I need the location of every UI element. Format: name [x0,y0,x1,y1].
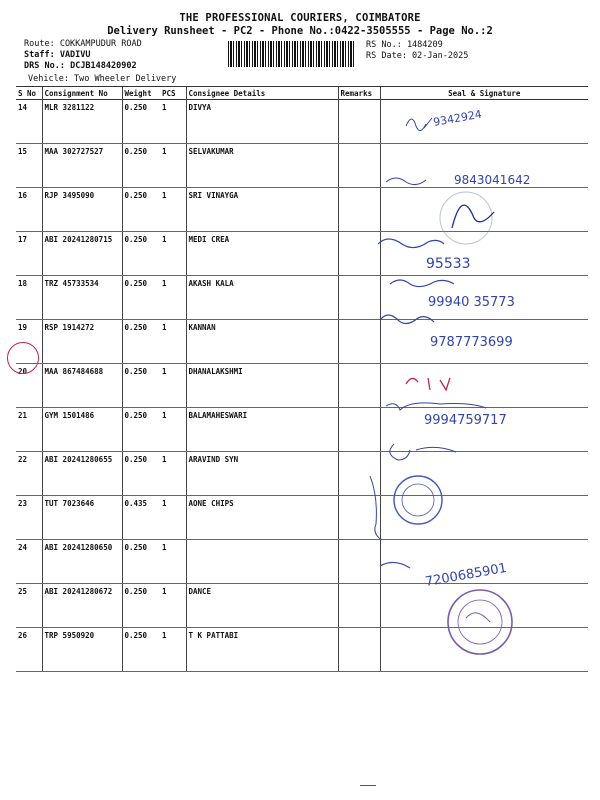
row-weight: 0.250 [122,408,160,452]
row-consignment: TRP 5950920 [42,628,122,672]
circle-mark [7,342,39,374]
route-text: Route: COKKAMPUDUR ROAD [24,39,142,49]
drs-line [24,61,142,72]
row-pcs: 1 [160,232,186,276]
row-sno: 22 [16,452,42,496]
row-consignment: RJP 3495090 [42,188,122,232]
handwritten-phone-15: 9843041642 [454,173,531,187]
row-consignee: AONE CHIPS [186,496,338,540]
header-left [24,39,142,72]
row-sno: 20 [16,364,42,408]
bottom-mark [360,785,376,786]
handwritten-phone-14: 9342924 [432,107,483,129]
row-weight: 0.250 [122,628,160,672]
signatures-overlay [366,98,598,658]
row-weight: 0.250 [122,100,160,144]
col-pcs: PCS [160,87,186,100]
barcode [228,41,354,67]
rs-date: RS Date: 02-Jan-2025 [366,51,469,61]
row-pcs: 1 [160,144,186,188]
row-consignee: BALAMAHESWARI [186,408,338,452]
row-weight: 0.250 [122,584,160,628]
row-sno: 26 [16,628,42,672]
handwritten-phone-25: 7200685901 [424,560,509,590]
row-consignment: MAA 302727527 [42,144,122,188]
runsheet-subtitle: Delivery Runsheet - PC2 - Phone No.:0422-3505555 - Page No.:2 [107,25,493,37]
row-pcs: 1 [160,452,186,496]
row-pcs: 1 [160,408,186,452]
row-sno: 19 [16,320,42,364]
row-consignment: TUT 7023646 [42,496,122,540]
row-consignment: ABI 20241280650 [42,540,122,584]
row-pcs: 1 [160,188,186,232]
row-sno: 21 [16,408,42,452]
row-consignee: MEDI CREA [186,232,338,276]
row-sno: 17 [16,232,42,276]
row-consignee: DANCE [186,584,338,628]
row-consignee: SELVAKUMAR [186,144,338,188]
col-sno: S No [16,87,42,100]
row-pcs: 1 [160,628,186,672]
row-consignment: ABI 20241280672 [42,584,122,628]
handwritten-phone-19: 9787773699 [430,335,513,350]
row-pcs: 1 [160,584,186,628]
row-sno: 16 [16,188,42,232]
row-consignee: SRI VINAYGA [186,188,338,232]
handwritten-phone-17: 95533 [426,256,471,272]
row-pcs: 1 [160,540,186,584]
col-signature: Seal & Signature [380,87,588,100]
row-weight: 0.250 [122,144,160,188]
row-pcs: 1 [160,496,186,540]
row-sno: 25 [16,584,42,628]
col-weight: Weight [122,87,160,100]
row-sno: 15 [16,144,42,188]
drs-label: DRS No.: [24,61,65,71]
row-consignee: DIVYA [186,100,338,144]
row-weight: 0.250 [122,452,160,496]
row-consignment: RSP 1914272 [42,320,122,364]
row-weight: 0.435 [122,496,160,540]
row-consignment: MAA 867484688 [42,364,122,408]
row-consignment: ABI 20241280655 [42,452,122,496]
col-consignment: Consignment No [42,87,122,100]
handwritten-phone-21: 9994759717 [424,413,507,428]
row-weight: 0.250 [122,320,160,364]
col-remarks: Remarks [338,87,380,100]
staff-text: Staff: VADIVU [24,50,91,60]
row-sno: 18 [16,276,42,320]
row-consignment: GYM 1501486 [42,408,122,452]
row-consignee: KANNAN [186,320,338,364]
company-title: THE PROFESSIONAL COURIERS, COIMBATORE [179,12,421,24]
row-consignee: ARAVIND SYN [186,452,338,496]
row-pcs: 1 [160,100,186,144]
row-consignee: AKASH KALA [186,276,338,320]
row-weight: 0.250 [122,364,160,408]
row-weight: 0.250 [122,276,160,320]
row-sno: 14 [16,100,42,144]
row-consignment: ABI 20241280715 [42,232,122,276]
row-consignee [186,540,338,584]
row-weight: 0.250 [122,540,160,584]
handwritten-phone-18: 99940 35773 [428,295,515,310]
vehicle-text: Vehicle: Two Wheeler Delivery [28,74,177,84]
rs-number: RS No.: 1484209 [366,40,443,50]
row-sno: 24 [16,540,42,584]
row-pcs: 1 [160,320,186,364]
row-consignee: T K PATTABI [186,628,338,672]
row-weight: 0.250 [122,232,160,276]
header-right [366,40,468,62]
row-pcs: 1 [160,364,186,408]
row-weight: 0.250 [122,188,160,232]
row-sno: 23 [16,496,42,540]
row-consignment: MLR 3281122 [42,100,122,144]
row-consignee: DHANALAKSHMI [186,364,338,408]
row-consignment: TRZ 45733534 [42,276,122,320]
col-consignee: Consignee Details [186,87,338,100]
drs-number: DCJB148420902 [70,61,137,71]
row-pcs: 1 [160,276,186,320]
